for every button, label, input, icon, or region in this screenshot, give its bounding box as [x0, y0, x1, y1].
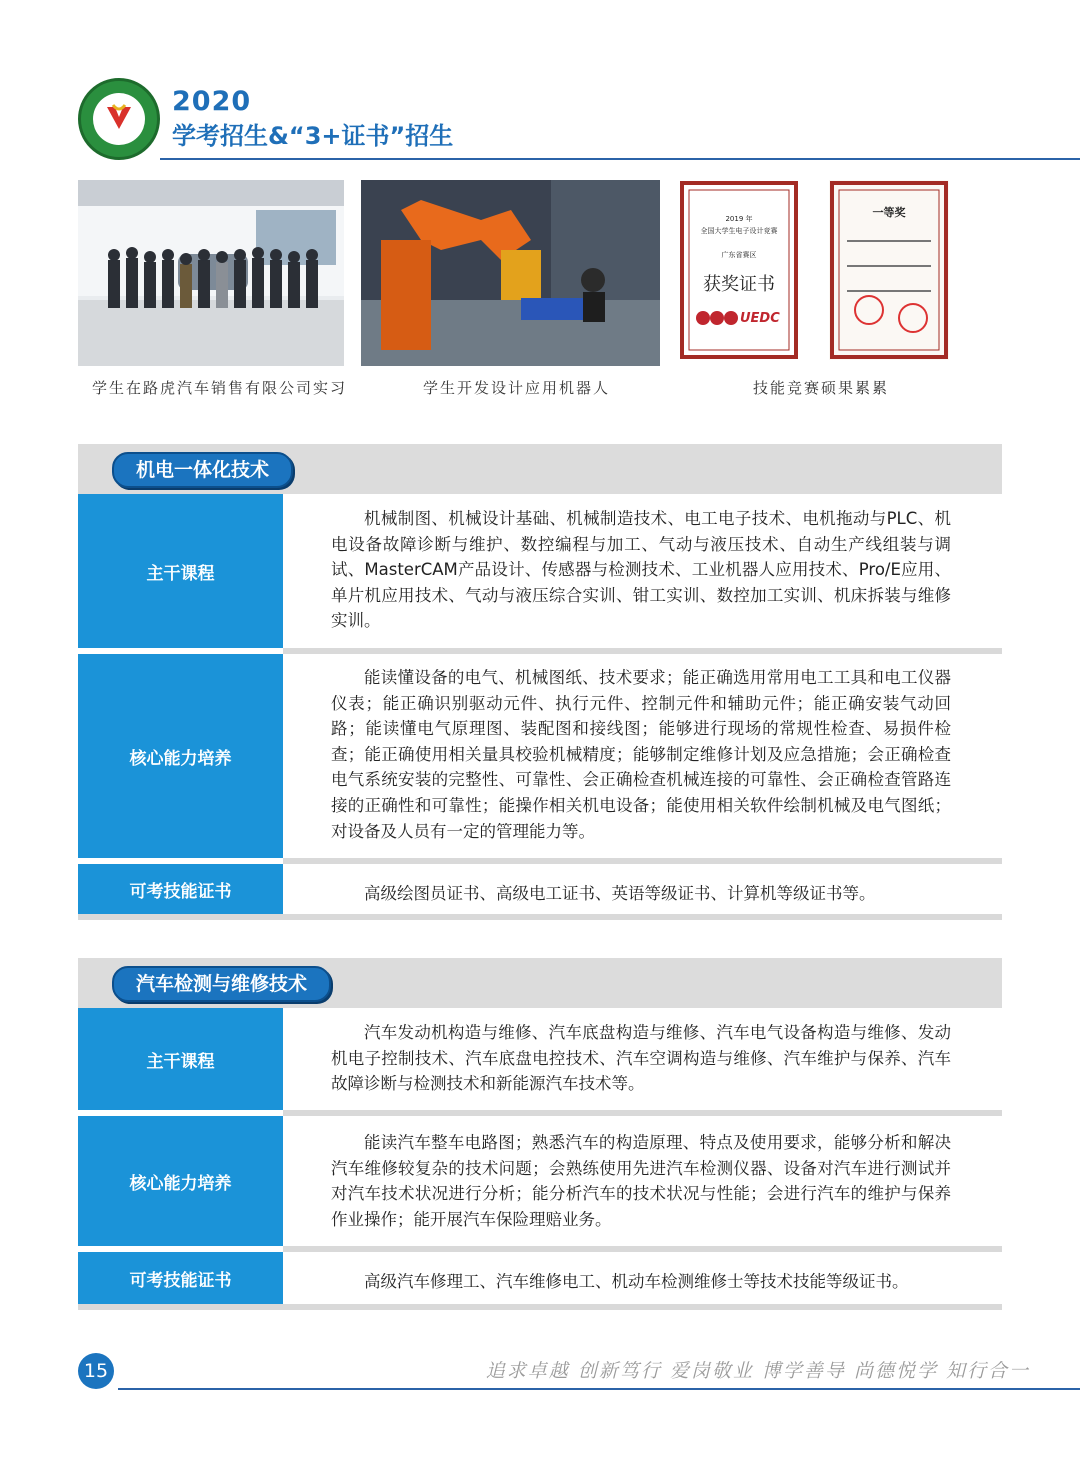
- row-core-abilities: [78, 1116, 1002, 1246]
- caption-showroom: 学生在路虎汽车销售有限公司实习: [92, 379, 348, 397]
- caption-awards: 技能竞赛硕果累累: [753, 379, 890, 397]
- row-text: 高级汽车修理工、汽车维修电工、机动车检测维修士等技术技能等级证书。: [364, 1272, 909, 1291]
- row-main-courses: [78, 1008, 1002, 1110]
- section-title: 汽车检测与维修技术: [112, 966, 331, 1002]
- section-title: 机电一体化技术: [112, 452, 293, 488]
- cert-region: 广东省赛区: [721, 251, 757, 259]
- cert-year: 2019 年: [725, 215, 753, 223]
- caption-robot: 学生开发设计应用机器人: [423, 379, 611, 397]
- row-label: 核心能力培养: [78, 1116, 283, 1246]
- row-text: 能读汽车整车电路图；熟悉汽车的构造原理、特点及使用要求，能够分析和解决汽车维修较复杂的技术问题；会熟练使用先进汽车检测仪器、设备对汽车进行测试并对汽车技术状况进行分析；能分析汽车的技术状况与性能；会进行汽车的维护与保养作业操作；能开展汽车保险理赔业务。: [331, 1133, 951, 1229]
- row-label: 核心能力培养: [78, 654, 283, 858]
- page-number: 15: [78, 1353, 114, 1389]
- photo-robot: [361, 180, 660, 366]
- cert-event: 全国大学生电子设计竞赛: [700, 227, 778, 235]
- footer-divider: [118, 1388, 1080, 1390]
- header-title: 学考招生&“3+证书”招生: [172, 122, 454, 150]
- section-header-automotive: [78, 958, 1002, 1008]
- row-label: 可考技能证书: [78, 1252, 283, 1304]
- cert-second-title: 一等奖: [872, 206, 906, 219]
- cert-brand: UEDC: [740, 311, 780, 326]
- row-divider: [78, 914, 1002, 920]
- school-logo: [78, 78, 160, 160]
- row-certificates: [78, 864, 1002, 914]
- row-core-abilities: [78, 654, 1002, 858]
- cert-title: 获奖证书: [703, 274, 775, 295]
- row-text: 能读懂设备的电气、机械图纸、技术要求；能正确选用常用电工工具和电工仪器仪表；能正确识别驱动元件、执行元件、控制元件和辅助元件；能正确安装气动回路；能读懂电气原理图、装配图和接线图；能够进行现场的常规性检查、易损件检查；能正确使用相关量具校验机械精度；能够制定维修计划及应急措施；会正确检查电气系统安装的完整性、可靠性、会正确检查机械连接的可靠性、会正确检查管路连接的正确性和可靠性；能操作相关机电设备；能使用相关软件绘制机械及电气图纸；对设备及人员有一定的管理能力等。: [331, 668, 951, 841]
- row-text: 高级绘图员证书、高级电工证书、英语等级证书、计算机等级证书等。: [364, 884, 876, 903]
- header-year: 2020: [172, 86, 252, 117]
- row-text: 汽车发动机构造与维修、汽车底盘构造与维修、汽车电气设备构造与维修、发动机电子控制技术、汽车底盘电控技术、汽车空调构造与维修、汽车维护与保养、汽车故障诊断与检测技术和新能源汽车技术等。: [331, 1023, 951, 1094]
- photo-showroom: [78, 180, 344, 366]
- row-label: 可考技能证书: [78, 864, 283, 914]
- row-certificates: [78, 1252, 1002, 1304]
- row-label: 主干课程: [78, 494, 283, 648]
- row-label: 主干课程: [78, 1008, 283, 1110]
- row-divider: [78, 1304, 1002, 1310]
- row-main-courses: [78, 494, 1002, 648]
- header-divider: [160, 158, 1080, 160]
- school-motto: 追求卓越 创新笃行 爱岗敬业 博学善导 尚德悦学 知行合一: [485, 1360, 1030, 1382]
- row-text: 机械制图、机械设计基础、机械制造技术、电工电子技术、电机拖动与PLC、机电设备故障诊断与维护、数控编程与加工、气动与液压技术、自动生产线组装与调试、MasterCAM产品设计、传感器与检测技术、工业机器人应用技术、Pro/E应用、单片机应用技术、气动与液压综合实训、钳工实训、数控加工实训、机床拆装与维修实训。: [331, 509, 951, 631]
- section-header-mechatronics: [78, 444, 1002, 494]
